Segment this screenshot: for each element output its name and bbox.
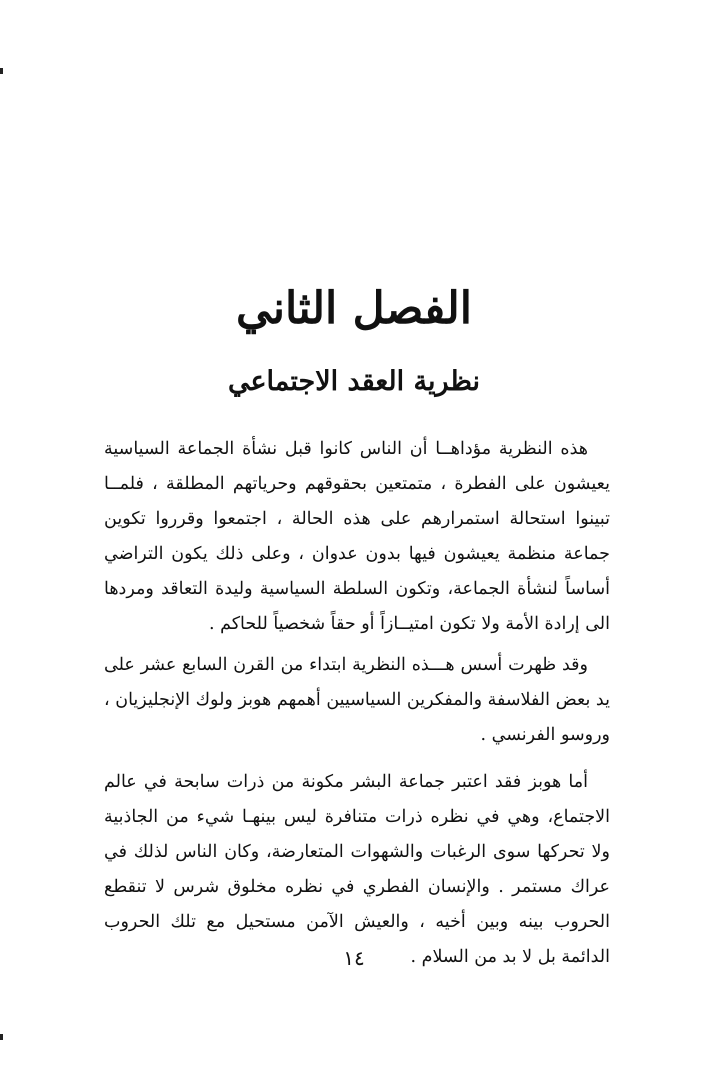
paragraph-text: وقد ظهرت أسس هـــذه النظرية ابتداء من القرن السابع عشر على يد بعض الفلاسفة والمفكرين السياسيين أهمهم هوبز ولوك الإنجليزيان ، وروسو الفرنسي . — [104, 655, 610, 745]
chapter-title: الفصل الثاني — [236, 283, 472, 335]
paragraph-text: أما هوبز فقد اعتبر جماعة البشر مكونة من ذرات سابحة في عالم الاجتماع، وهي في نظره ذرات متنافرة ليس بينهـا شيء من الجاذبية ولا تحركها سوى الرغبات والشهوات المتعارضة، وكان الناس لذلك في عراك مستمر . والإنسان الفطري في نظره مخلوق شرس لا تنقطع الحروب بينه وبين أخيه ، والعيش الآمن مستحيل مع تلك الحروب الدائمة بل لا بد من السلام . — [104, 772, 610, 967]
chapter-subtitle: نظرية العقد الاجتماعي — [227, 366, 481, 398]
page-number: ١٤ — [343, 946, 365, 970]
paragraph-text: هذه النظرية مؤداهــا أن الناس كانوا قبل نشأة الجماعة السياسية يعيشون على الفطرة ، متمتعين بحقوقهم وحرياتهم المطلقة ، فلمــا تبينوا استحالة استمرارهم على هذه الحالة ، اجتمعوا وقرروا تكوين جماعة منظمة يعيشون فيها بدون عدوان ، وعلى ذلك يكون التراضي أساساً لنشأة الجماعة، وتكون السلطة السياسية وليدة التعاقد ومردها الى إرادة الأمة ولا تكون امتيــازاً أو حقاً شخصياً للحاكم . — [104, 439, 610, 634]
scan-edge-mark — [0, 68, 3, 74]
scan-edge-mark — [0, 1034, 3, 1040]
paragraph-2 — [104, 648, 610, 753]
paragraph-3 — [104, 765, 610, 975]
paragraph-1 — [104, 432, 610, 642]
